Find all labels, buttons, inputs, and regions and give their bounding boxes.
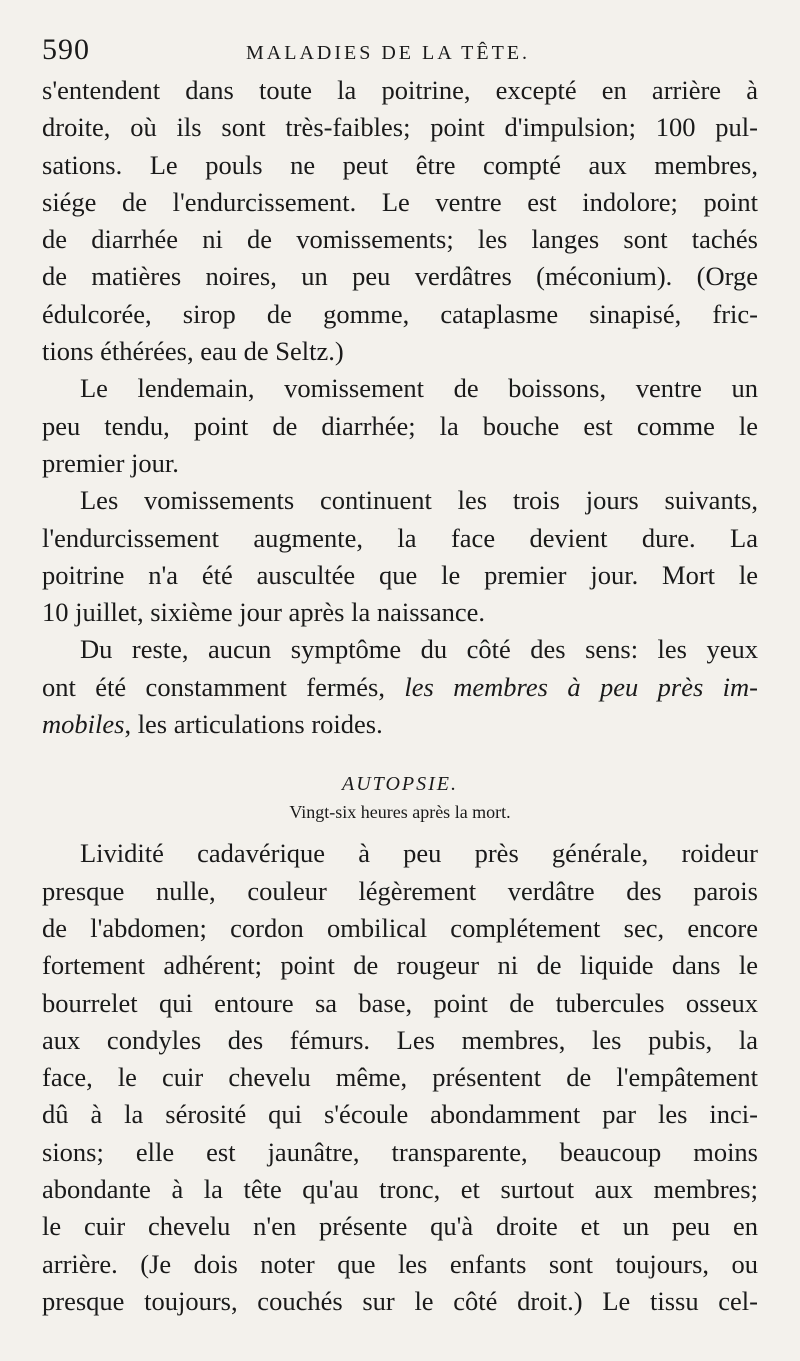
paragraph-3	[42, 482, 758, 631]
text-line: poitrine n'a été auscultée que le premier jour. Mort le	[42, 559, 758, 590]
text-line: presque toujours, couchés sur le côté droit.) Le tissu cel-	[42, 1285, 758, 1316]
text-line: fortement adhérent; point de rougeur ni de liquide dans le	[42, 950, 758, 981]
text-line: Le lendemain, vomissement de boissons, ventre un	[80, 373, 758, 404]
text-line	[42, 669, 758, 706]
text-line: Lividité cadavérique à peu près générale, roideur	[80, 838, 758, 869]
text-line: l'endurcissement augmente, la face devient dure. La	[42, 522, 758, 553]
autopsy-paragraph	[42, 835, 758, 1320]
section-title: AUTOPSIE.	[342, 773, 458, 796]
text-line: arrière. (Je dois noter que les enfants sont toujours, ou	[42, 1248, 758, 1279]
text-line: s'entendent dans toute la poitrine, excepté en arrière à	[42, 75, 758, 105]
text-line: tions éthérées, eau de Seltz.)	[42, 336, 344, 367]
paragraph-2	[42, 370, 758, 482]
text-line: Les vomissements continuent les trois jours suivants,	[80, 485, 758, 516]
paragraph-4	[42, 631, 758, 743]
text-line: presque nulle, couleur légèrement verdâtre des parois	[42, 875, 758, 906]
text-line: peu tendu, point de diarrhée; la bouche est comme le	[42, 410, 758, 441]
text-line: aux condyles des fémurs. Les membres, les pubis, la	[42, 1024, 758, 1055]
running-head	[42, 30, 758, 72]
text-line: de l'abdomen; cordon ombilical complétement sec, encore	[42, 912, 758, 943]
text-line: édulcorée, sirop de gomme, cataplasme sinapisé, fric-	[42, 298, 758, 329]
text-line: premier jour.	[42, 447, 179, 478]
text-line: face, le cuir chevelu même, présentent de l'empâtement	[42, 1062, 758, 1093]
text-line: le cuir chevelu n'en présente qu'à droite et un peu en	[42, 1211, 758, 1242]
text-span: ont été constamment fermés,	[42, 671, 405, 702]
text-line: de matières noires, un peu verdâtres (méconium). (Orge	[42, 261, 758, 292]
text-line: abondante à la tête qu'au tronc, et surtout aux membres;	[42, 1174, 758, 1205]
italic-span: les membres à peu près im-	[404, 671, 758, 702]
text-line: sations. Le pouls ne peut être compté aux membres,	[42, 149, 758, 180]
text-line: de diarrhée ni de vomissements; les langes sont tachés	[42, 224, 758, 255]
running-title: MALADIES DE LA TÊTE.	[246, 42, 531, 64]
text-line: siége de l'endurcissement. Le ventre est indolore; point	[42, 186, 758, 217]
text-line: sions; elle est jaunâtre, transparente, beaucoup moins	[42, 1136, 758, 1167]
text-line	[42, 706, 758, 743]
text-line: Du reste, aucun symptôme du côté des sens: les yeux	[80, 634, 758, 665]
italic-span: mobiles	[42, 709, 125, 740]
text-line: 10 juillet, sixième jour après la naissance.	[42, 597, 486, 628]
text-line: droite, où ils sont très-faibles; point d'impulsion; 100 pul-	[42, 112, 758, 143]
text-line: bourrelet qui entoure sa base, point de tubercules osseux	[42, 987, 758, 1018]
text-span: , les articulations roides.	[124, 709, 383, 740]
section-subtitle: Vingt-six heures après la mort.	[289, 802, 511, 823]
text-line: dû à la sérosité qui s'écoule abondamment par les inci-	[42, 1099, 758, 1130]
page-number: 590	[42, 33, 90, 66]
paragraph-1	[42, 72, 758, 370]
